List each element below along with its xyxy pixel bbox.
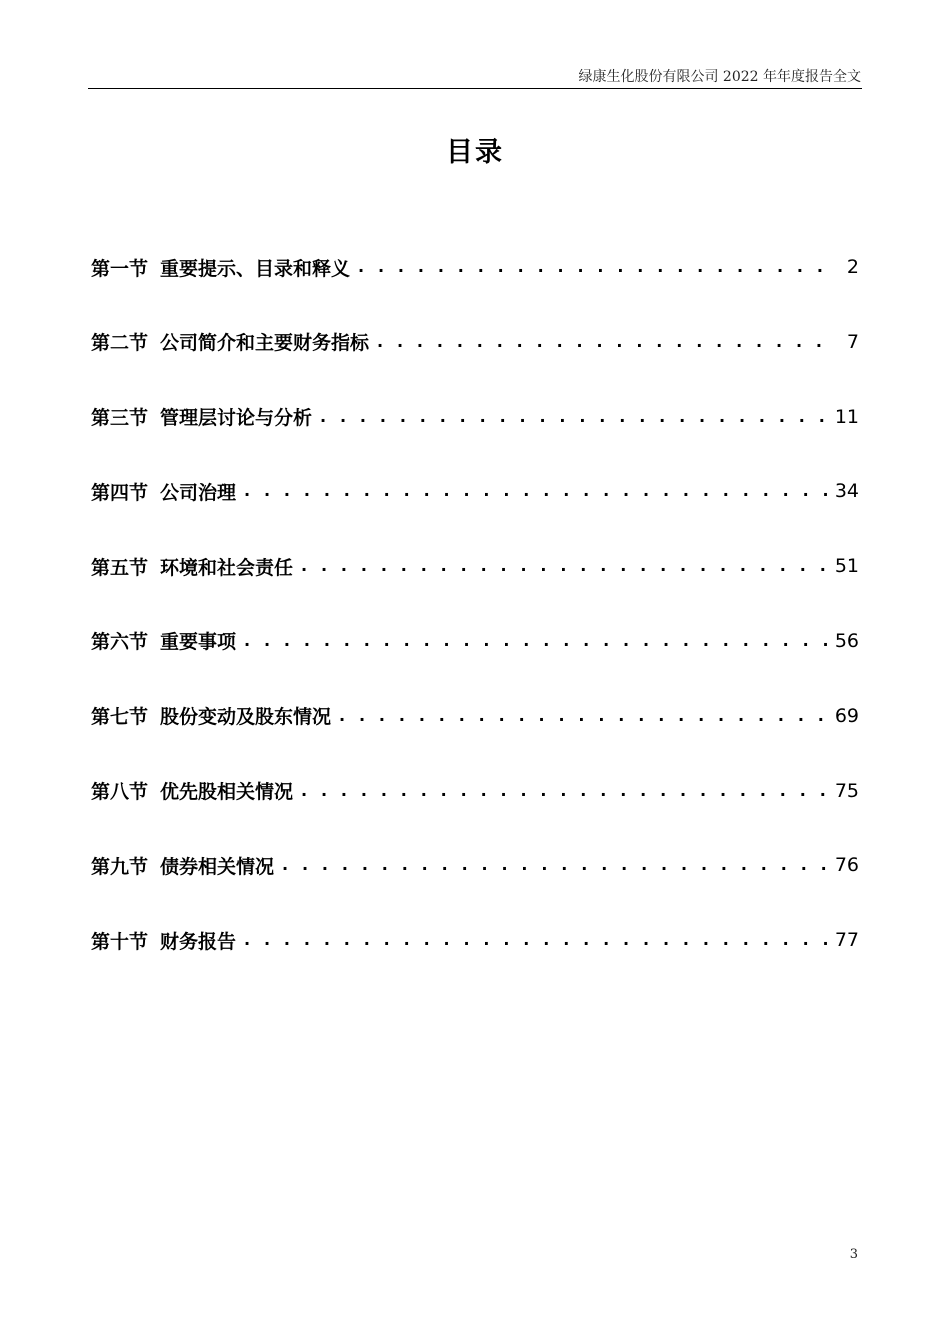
toc-entry-2[interactable] xyxy=(91,325,859,359)
toc-entry-8[interactable] xyxy=(91,774,859,808)
toc-section-label: 第六节 xyxy=(91,631,149,654)
toc-dot-leader xyxy=(377,331,833,353)
toc-dot-leader xyxy=(301,555,827,577)
toc-page-number: 75 xyxy=(834,779,859,802)
toc-section-title: 管理层讨论与分析 xyxy=(160,407,313,430)
toc-dot-leader xyxy=(244,480,827,502)
toc-entry-1[interactable] xyxy=(91,250,859,284)
toc-section-title: 环境和社会责任 xyxy=(160,556,294,579)
toc-page-number: 2 xyxy=(846,256,859,278)
toc-entry-7[interactable] xyxy=(91,699,859,733)
toc-dot-leader xyxy=(244,630,827,652)
toc-page-number: 7 xyxy=(846,330,859,353)
toc-section-title: 财务报告 xyxy=(160,930,237,953)
toc-page-number: 76 xyxy=(834,854,859,877)
toc-section-title: 重要提示、目录和释义 xyxy=(160,257,351,280)
toc-page-number: 11 xyxy=(834,405,859,428)
page-number: 3 xyxy=(849,1247,858,1262)
toc-page-number: 69 xyxy=(834,704,859,727)
toc-entry-9[interactable] xyxy=(91,848,859,882)
toc-section-label: 第十节 xyxy=(91,930,149,953)
toc-section-title: 重要事项 xyxy=(160,631,237,654)
toc-section-title: 公司治理 xyxy=(160,481,237,504)
toc-entry-4[interactable] xyxy=(91,474,859,508)
toc-section-label: 第一节 xyxy=(91,257,149,280)
toc-dot-leader xyxy=(320,406,827,428)
header-divider xyxy=(88,88,862,89)
toc-dot-leader xyxy=(358,256,833,278)
toc-section-label: 第七节 xyxy=(91,706,149,729)
toc-page-number: 56 xyxy=(834,629,859,652)
toc-page-number: 77 xyxy=(834,929,859,952)
toc-section-title: 公司简介和主要财务指标 xyxy=(160,332,370,355)
toc-dot-leader xyxy=(244,929,827,951)
toc-page-number: 51 xyxy=(834,555,859,578)
running-header: 绿康生化股份有限公司 2022 年年度报告全文 xyxy=(578,69,861,85)
toc-section-label: 第五节 xyxy=(91,556,149,579)
toc-dot-leader xyxy=(282,854,827,876)
toc-section-title: 债券相关情况 xyxy=(160,855,275,878)
toc-section-label: 第八节 xyxy=(91,781,149,804)
toc-page-number: 34 xyxy=(834,480,859,503)
table-of-contents xyxy=(91,250,859,957)
toc-entry-10[interactable] xyxy=(91,923,859,957)
toc-entry-6[interactable] xyxy=(91,624,859,658)
toc-section-label: 第三节 xyxy=(91,407,149,430)
toc-section-label: 第四节 xyxy=(91,481,149,504)
toc-section-title: 优先股相关情况 xyxy=(160,781,294,804)
toc-section-label: 第九节 xyxy=(91,855,149,878)
toc-section-label: 第二节 xyxy=(91,332,149,355)
toc-dot-leader xyxy=(301,780,827,802)
toc-entry-3[interactable] xyxy=(91,400,859,434)
toc-dot-leader xyxy=(339,705,827,727)
toc-section-title: 股份变动及股东情况 xyxy=(160,706,332,729)
toc-entry-5[interactable] xyxy=(91,549,859,583)
page-title: 目录 xyxy=(446,137,504,168)
